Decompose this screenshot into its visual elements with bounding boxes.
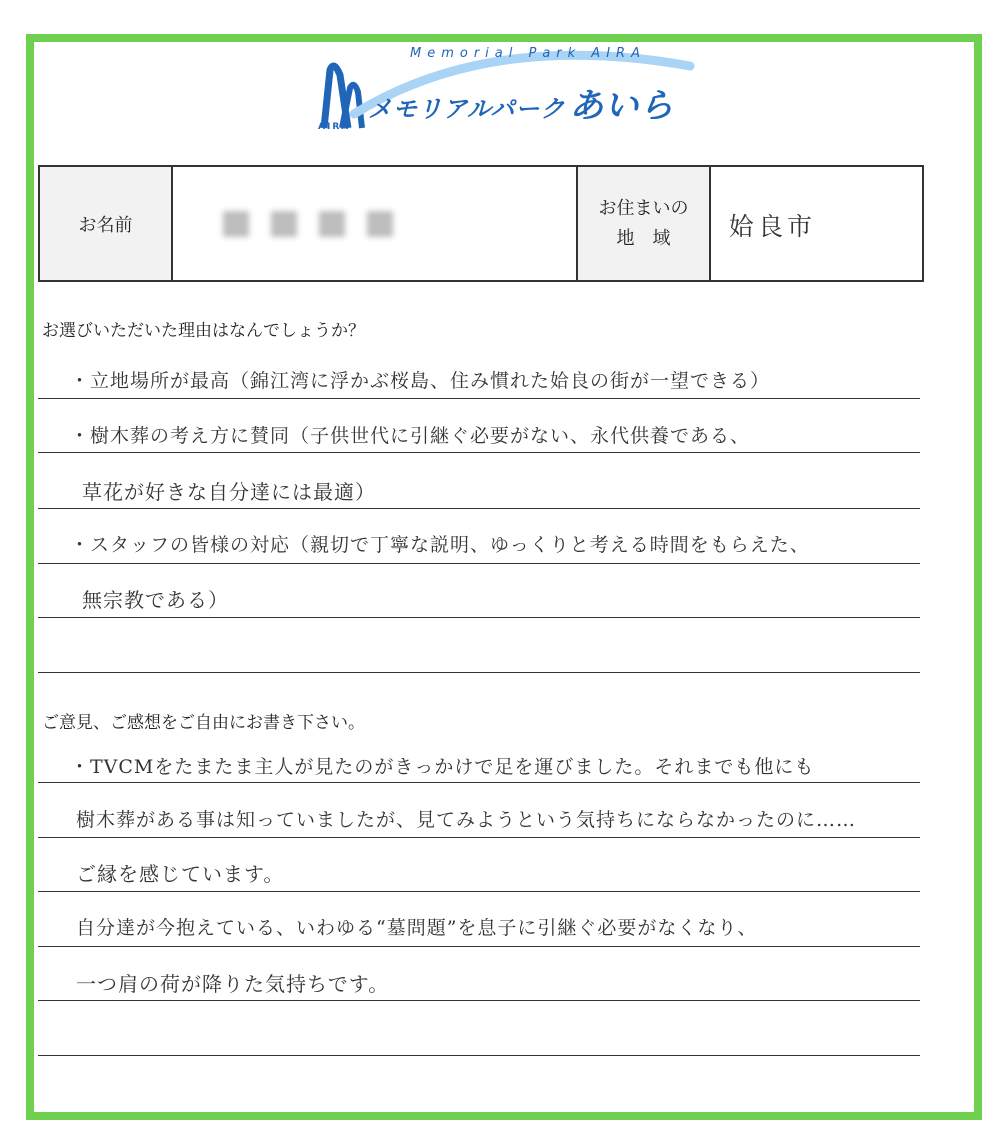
q1-line-2: ・樹木葬の考え方に賛同（子供世代に引継ぐ必要がない、永代供養である、 <box>70 425 751 447</box>
ruled-line <box>38 672 920 673</box>
ruled-line <box>38 508 920 509</box>
ruled-line <box>38 563 920 564</box>
ruled-line <box>38 782 920 783</box>
logo-subtitle: Memorial Park AIRA <box>410 46 646 61</box>
question2-heading: ご意見、ご感想をご自由にお書き下さい。 <box>42 713 365 733</box>
q1-line-3: 草花が好きな自分達には最適） <box>82 480 376 504</box>
redacted-name <box>223 211 393 237</box>
ruled-line <box>38 452 920 453</box>
question1-heading: お選びいただいた理由はなんでしょうか？ <box>42 321 365 341</box>
name-label: お名前 <box>40 167 173 280</box>
q2-line-4: 自分達が今抱えている、いわゆる“墓問題”を息子に引継ぐ必要がなくなり、 <box>76 917 758 939</box>
ruled-line <box>38 398 920 399</box>
ruled-line <box>38 891 920 892</box>
logo-name-katakana: メモリアルパーク <box>368 95 566 123</box>
ruled-line <box>38 617 920 618</box>
info-table <box>38 165 924 282</box>
q2-line-3: ご縁を感じています。 <box>76 862 285 886</box>
region-label: お住まいの 地 域 <box>578 167 711 280</box>
ruled-line <box>38 1000 920 1001</box>
q2-line-5: 一つ肩の荷が降りた気持ちです。 <box>76 972 390 996</box>
q1-line-1: ・立地場所が最高（錦江湾に浮かぶ桜島、住み慣れた姶良の街が一望できる） <box>70 370 771 392</box>
name-value <box>173 167 578 280</box>
ruled-line <box>38 946 920 947</box>
logo-name <box>368 78 674 127</box>
logo <box>290 30 710 160</box>
q1-line-4: ・スタッフの皆様の対応（親切で丁寧な説明、ゆっくりと考える時間をもらえた、 <box>70 534 810 556</box>
q2-line-2: 樹木葬がある事は知っていましたが、見てみようという気持ちにならなかったのに…… <box>76 809 857 831</box>
q1-line-5: 無宗教である） <box>82 588 229 612</box>
q2-line-1: ・TVCMをたまたま主人が見たのがきっかけで足を運びました。それまでも他にも <box>70 756 815 778</box>
ruled-line <box>38 1055 920 1056</box>
region-value: 姶良市 <box>729 212 817 241</box>
ruled-line <box>38 837 920 838</box>
logo-mark-text: AIRA <box>318 122 351 132</box>
logo-name-hiragana: あいら <box>569 86 675 126</box>
